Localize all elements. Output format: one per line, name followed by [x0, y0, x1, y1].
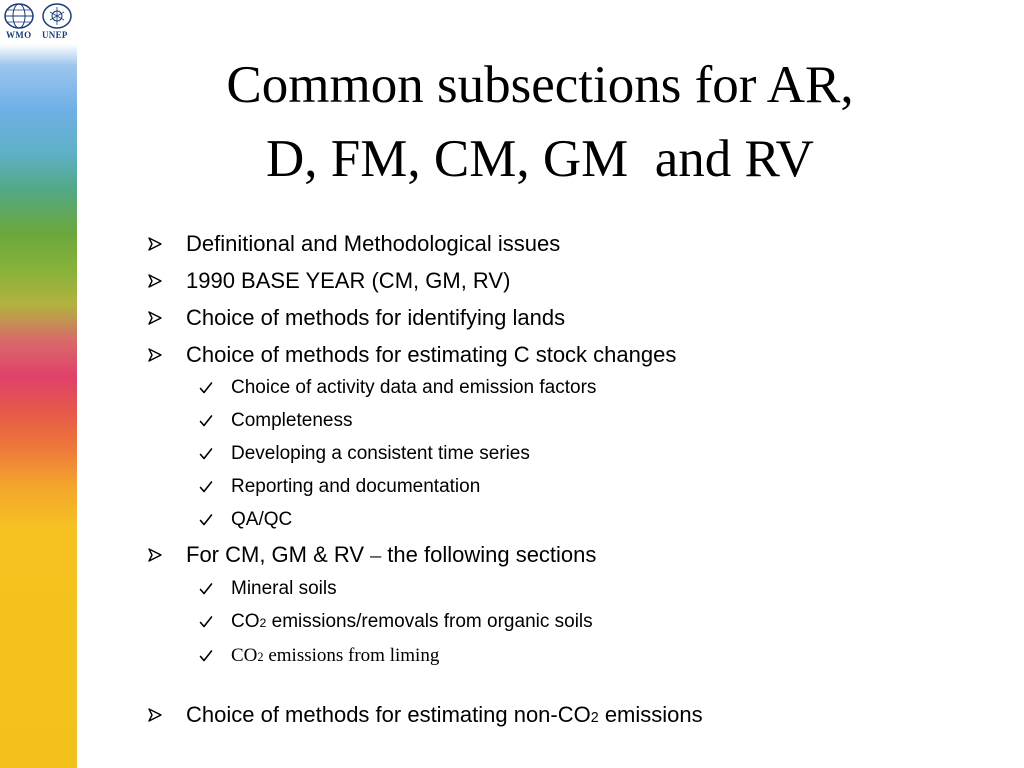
wmo-emblem-icon	[3, 3, 35, 29]
sub-bullet-liming: CO 2 emissions from liming	[199, 642, 439, 670]
arrow-bullet-icon	[147, 236, 186, 252]
bullet-definitional: Definitional and Methodological issues	[147, 229, 560, 259]
check-bullet-icon	[199, 513, 231, 527]
arrow-bullet-icon	[147, 707, 186, 723]
check-bullet-icon	[199, 381, 231, 395]
sub-bullet-reporting: Reporting and documentation	[199, 473, 480, 501]
bullet-identifying-lands: Choice of methods for identifying lands	[147, 303, 565, 333]
bullet-c-stock-changes: Choice of methods for estimating C stock changes	[147, 340, 676, 370]
title-line-2: D, FM, CM, GM and RV	[266, 130, 814, 188]
sub-bullet-organic-soils: CO 2 emissions/removals from organic soils	[199, 608, 593, 636]
sub-bullet-mineral-soils: Mineral soils	[199, 575, 337, 603]
unep-emblem-icon	[41, 3, 73, 29]
check-bullet-icon	[199, 582, 231, 596]
check-bullet-icon	[199, 615, 231, 629]
bullet-base-year: 1990 BASE YEAR (CM, GM, RV)	[147, 266, 510, 296]
rainbow-side-stripe	[0, 44, 77, 768]
arrow-bullet-icon	[147, 273, 186, 289]
bullet-non-co2-emissions: Choice of methods for estimating non-CO 2 emissions	[147, 700, 703, 730]
sub-bullet-completeness: Completeness	[199, 407, 352, 435]
unep-label: UNEP	[42, 30, 68, 40]
arrow-bullet-icon	[147, 347, 186, 363]
sub-bullet-qa-qc: QA/QC	[199, 506, 292, 534]
wmo-label: WMO	[6, 30, 32, 40]
arrow-bullet-icon	[147, 310, 186, 326]
check-bullet-icon	[199, 447, 231, 461]
check-bullet-icon	[199, 649, 231, 663]
bullet-cm-gm-rv-sections: For CM, GM & RV – the following sections	[147, 540, 596, 570]
logo-header	[0, 0, 77, 44]
title-line-1: Common subsections for AR,	[226, 56, 854, 114]
sub-bullet-activity-data: Choice of activity data and emission factors	[199, 374, 596, 402]
check-bullet-icon	[199, 480, 231, 494]
sub-bullet-time-series: Developing a consistent time series	[199, 440, 530, 468]
slide-title	[120, 48, 960, 196]
arrow-bullet-icon	[147, 547, 186, 563]
check-bullet-icon	[199, 414, 231, 428]
